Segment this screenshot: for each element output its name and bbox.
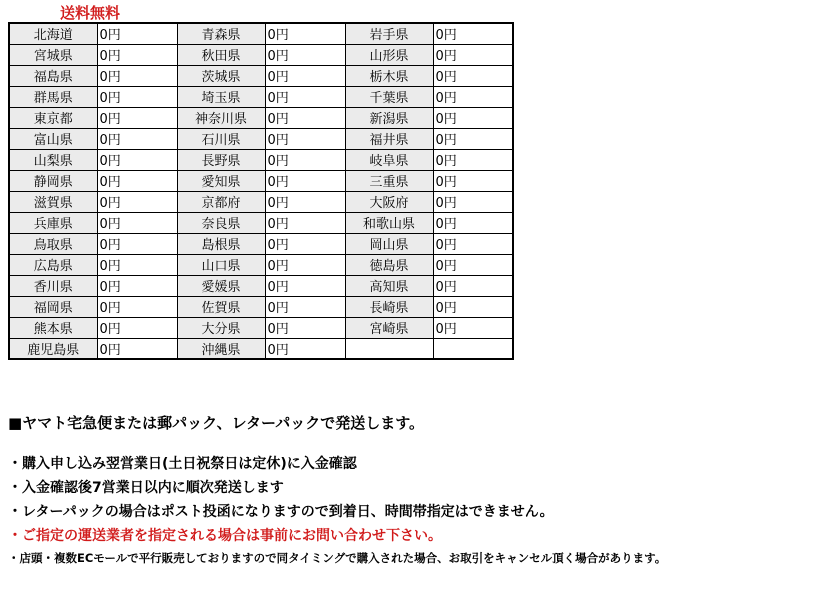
price-cell: 0円: [433, 86, 513, 107]
empty-cell: [433, 338, 513, 359]
table-row: [9, 254, 513, 275]
price-cell: 0円: [265, 317, 345, 338]
prefecture-cell: 京都府: [177, 191, 265, 212]
table-row: [9, 233, 513, 254]
prefecture-cell: 静岡県: [9, 170, 97, 191]
price-cell: 0円: [97, 23, 177, 44]
prefecture-cell: 岩手県: [345, 23, 433, 44]
prefecture-cell: 大分県: [177, 317, 265, 338]
price-cell: 0円: [97, 275, 177, 296]
price-cell: 0円: [265, 191, 345, 212]
prefecture-cell: 群馬県: [9, 86, 97, 107]
table-row: [9, 107, 513, 128]
price-cell: 0円: [433, 317, 513, 338]
price-cell: 0円: [265, 23, 345, 44]
price-cell: 0円: [433, 149, 513, 170]
empty-cell: [345, 338, 433, 359]
price-cell: 0円: [433, 233, 513, 254]
prefecture-cell: 広島県: [9, 254, 97, 275]
prefecture-cell: 福岡県: [9, 296, 97, 317]
price-cell: 0円: [433, 44, 513, 65]
prefecture-cell: 宮城県: [9, 44, 97, 65]
prefecture-cell: 北海道: [9, 23, 97, 44]
prefecture-cell: 岐阜県: [345, 149, 433, 170]
prefecture-cell: 奈良県: [177, 212, 265, 233]
note-line-payment-confirmation: ・購入申し込み翌営業日(土日祝祭日は定休)に入金確認: [8, 456, 357, 472]
shipping-fee-table-wrapper: [8, 22, 514, 360]
table-row: [9, 317, 513, 338]
table-row: [9, 338, 513, 359]
price-cell: 0円: [433, 170, 513, 191]
prefecture-cell: 和歌山県: [345, 212, 433, 233]
price-cell: 0円: [97, 107, 177, 128]
prefecture-cell: 秋田県: [177, 44, 265, 65]
prefecture-cell: 熊本県: [9, 317, 97, 338]
price-cell: 0円: [265, 128, 345, 149]
prefecture-cell: 栃木県: [345, 65, 433, 86]
prefecture-cell: 山形県: [345, 44, 433, 65]
prefecture-cell: 山梨県: [9, 149, 97, 170]
price-cell: 0円: [433, 65, 513, 86]
prefecture-cell: 三重県: [345, 170, 433, 191]
price-cell: 0円: [433, 254, 513, 275]
table-row: [9, 44, 513, 65]
prefecture-cell: 埼玉県: [177, 86, 265, 107]
prefecture-cell: 宮崎県: [345, 317, 433, 338]
prefecture-cell: 香川県: [9, 275, 97, 296]
note-line-carrier-designation: ・ご指定の運送業者を指定される場合は事前にお問い合わせ下さい。: [8, 527, 442, 544]
prefecture-cell: 兵庫県: [9, 212, 97, 233]
prefecture-cell: 長野県: [177, 149, 265, 170]
table-row: [9, 128, 513, 149]
table-row: [9, 275, 513, 296]
price-cell: 0円: [97, 317, 177, 338]
price-cell: 0円: [265, 233, 345, 254]
shipping-notes: [8, 412, 814, 571]
table-row: [9, 296, 513, 317]
table-row: [9, 170, 513, 191]
price-cell: 0円: [433, 23, 513, 44]
price-cell: 0円: [97, 212, 177, 233]
prefecture-cell: 岡山県: [345, 233, 433, 254]
prefecture-cell: 石川県: [177, 128, 265, 149]
price-cell: 0円: [97, 86, 177, 107]
prefecture-cell: 山口県: [177, 254, 265, 275]
note-line-parallel-sales: ・店頭・複数ECモールで平行販売しておりますので同タイミングで購入された場合、お取引をキャンセル頂く場合があります。: [8, 550, 667, 565]
prefecture-cell: 鹿児島県: [9, 338, 97, 359]
price-cell: 0円: [265, 149, 345, 170]
prefecture-cell: 大阪府: [345, 191, 433, 212]
price-cell: 0円: [97, 170, 177, 191]
note-line-dispatch-period: ・入金確認後7営業日以内に順次発送します: [8, 479, 284, 496]
shipping-fee-table: [8, 22, 514, 360]
prefecture-cell: 滋賀県: [9, 191, 97, 212]
free-shipping-heading: 送料無料: [60, 4, 121, 22]
table-row: [9, 191, 513, 212]
price-cell: 0円: [433, 296, 513, 317]
price-cell: 0円: [97, 128, 177, 149]
price-cell: 0円: [265, 275, 345, 296]
price-cell: 0円: [265, 107, 345, 128]
price-cell: 0円: [97, 65, 177, 86]
price-cell: 0円: [433, 128, 513, 149]
price-cell: 0円: [265, 44, 345, 65]
prefecture-cell: 青森県: [177, 23, 265, 44]
prefecture-cell: 福島県: [9, 65, 97, 86]
price-cell: 0円: [97, 149, 177, 170]
table-row: [9, 86, 513, 107]
price-cell: 0円: [265, 65, 345, 86]
prefecture-cell: 鳥取県: [9, 233, 97, 254]
price-cell: 0円: [97, 44, 177, 65]
price-cell: 0円: [97, 233, 177, 254]
prefecture-cell: 愛知県: [177, 170, 265, 191]
prefecture-cell: 長崎県: [345, 296, 433, 317]
prefecture-cell: 茨城県: [177, 65, 265, 86]
shipping-method-heading: ■ヤマト宅急便または郵パック、レターパックで発送します。: [8, 414, 425, 432]
prefecture-cell: 佐賀県: [177, 296, 265, 317]
price-cell: 0円: [265, 254, 345, 275]
price-cell: 0円: [265, 212, 345, 233]
prefecture-cell: 千葉県: [345, 86, 433, 107]
prefecture-cell: 神奈川県: [177, 107, 265, 128]
table-row: [9, 149, 513, 170]
prefecture-cell: 東京都: [9, 107, 97, 128]
price-cell: 0円: [433, 191, 513, 212]
note-line-letterpack: ・レターパックの場合はポスト投函になりますので到着日、時間帯指定はできません。: [8, 503, 554, 520]
prefecture-cell: 富山県: [9, 128, 97, 149]
prefecture-cell: 沖縄県: [177, 338, 265, 359]
prefecture-cell: 福井県: [345, 128, 433, 149]
table-row: [9, 212, 513, 233]
price-cell: 0円: [265, 86, 345, 107]
prefecture-cell: 島根県: [177, 233, 265, 254]
table-row: [9, 23, 513, 44]
price-cell: 0円: [97, 296, 177, 317]
price-cell: 0円: [265, 170, 345, 191]
price-cell: 0円: [433, 107, 513, 128]
price-cell: 0円: [97, 254, 177, 275]
table-row: [9, 65, 513, 86]
price-cell: 0円: [97, 191, 177, 212]
shipping-fee-table-body: [9, 23, 513, 359]
price-cell: 0円: [265, 338, 345, 359]
price-cell: 0円: [433, 212, 513, 233]
prefecture-cell: 高知県: [345, 275, 433, 296]
prefecture-cell: 愛媛県: [177, 275, 265, 296]
prefecture-cell: 新潟県: [345, 107, 433, 128]
prefecture-cell: 徳島県: [345, 254, 433, 275]
price-cell: 0円: [97, 338, 177, 359]
price-cell: 0円: [433, 275, 513, 296]
price-cell: 0円: [265, 296, 345, 317]
